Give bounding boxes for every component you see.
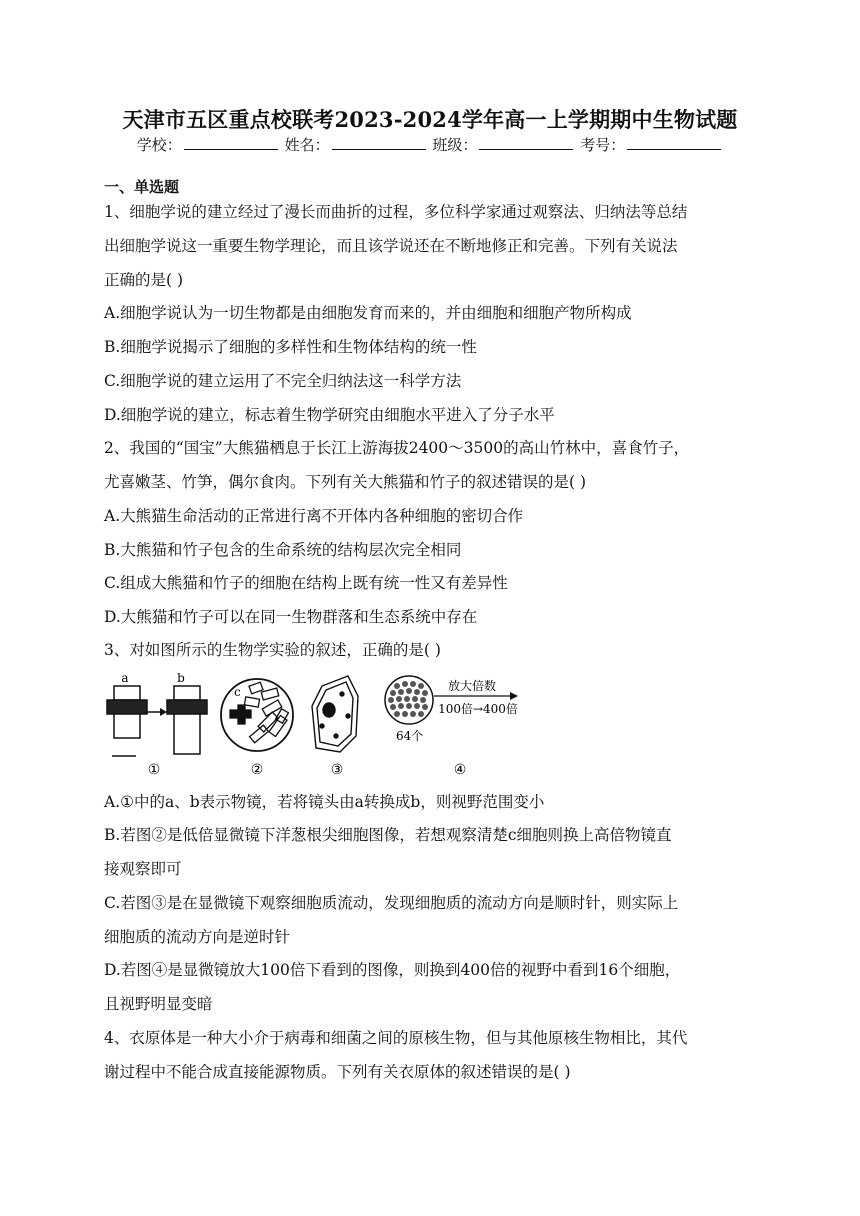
q4-stem-line1: 4、衣原体是一种大小介于病毒和细菌之间的原核生物，但与其他原核生物相比，其代 bbox=[104, 1029, 688, 1047]
q3-figure-svg bbox=[100, 666, 540, 782]
cell-field-drawing bbox=[385, 676, 433, 724]
figure-number-3: ③ bbox=[330, 762, 344, 778]
q1-stem-line3: 正确的是( ) bbox=[104, 271, 184, 289]
lens-b-label: b bbox=[177, 671, 185, 685]
q1-stem-line1: 1、细胞学说的建立经过了漫长而曲折的过程，多位科学家通过观察法、归纳法等总结 bbox=[104, 203, 688, 221]
cell-count-label: 64个 bbox=[396, 729, 424, 743]
exam-no-label: 考号： bbox=[580, 136, 626, 154]
root-tip-cells-drawing bbox=[221, 679, 293, 751]
lens-a-drawing bbox=[107, 686, 147, 756]
q2-option-c: C.组成大熊猫和竹子的细胞在结构上既有统一性又有差异性 bbox=[104, 574, 508, 592]
q3-option-c-line2: 细胞质的流动方向是逆时针 bbox=[104, 928, 291, 946]
q4-stem-line2: 谢过程中不能合成直接能源物质。下列有关衣原体的叙述错误的是( ) bbox=[104, 1063, 571, 1081]
magnify-arrow-icon bbox=[434, 692, 518, 700]
q2-option-a: A.大熊猫生命活动的正常进行离不开体内各种细胞的密切合作 bbox=[104, 507, 524, 525]
q1-option-d: D.细胞学说的建立，标志着生物学研究由细胞水平进入了分子水平 bbox=[104, 406, 555, 424]
student-info-row bbox=[0, 134, 860, 155]
class-blank[interactable] bbox=[479, 135, 573, 150]
q1-option-c: C.细胞学说的建立运用了不完全归纳法这一科学方法 bbox=[104, 372, 462, 390]
q2-stem-line2: 尤喜嫩茎、竹笋，偶尔食肉。下列有关大熊猫和竹子的叙述错误的是( ) bbox=[104, 473, 587, 491]
page-title: 天津市五区重点校联考2023-2024学年高一上学期期中生物试题 bbox=[122, 107, 738, 132]
q2-stem-line1: 2、我国的“国宝”大熊猫栖息于长江上游海拔2400～3500的高山竹林中，喜食竹子， bbox=[104, 439, 690, 457]
magnification-label: 放大倍数 bbox=[447, 679, 497, 693]
q3-stem: 3、对如图所示的生物学实验的叙述，正确的是( ) bbox=[104, 641, 441, 659]
name-blank[interactable] bbox=[332, 135, 426, 150]
q2-option-d: D.大熊猫和竹子可以在同一生物群落和生态系统中存在 bbox=[104, 608, 478, 626]
q3-figure bbox=[100, 666, 540, 782]
school-blank[interactable] bbox=[184, 135, 278, 150]
q3-option-c-line1: C.若图③是在显微镜下观察细胞质流动，发现细胞质的流动方向是顺时针，则实际上 bbox=[104, 894, 679, 912]
lens-a-label: a bbox=[121, 671, 129, 685]
plant-cell-drawing bbox=[312, 676, 358, 752]
q1-stem-line2: 出细胞学说这一重要生物学理论，而且该学说还在不断地修正和完善。下列有关说法 bbox=[104, 237, 678, 255]
exam-no-blank[interactable] bbox=[627, 135, 721, 150]
q3-option-b-line1: B.若图②是低倍显微镜下洋葱根尖细胞图像，若想观察清楚c细胞则换上高倍物镜直 bbox=[104, 826, 672, 844]
q1-option-b: B.细胞学说揭示了细胞的多样性和生物体结构的统一性 bbox=[104, 338, 477, 356]
q3-option-d-line2: 且视野明显变暗 bbox=[104, 995, 213, 1013]
q3-option-b-line2: 接观察即可 bbox=[104, 860, 182, 878]
class-label: 班级： bbox=[432, 136, 478, 154]
cell-c-label: c bbox=[234, 685, 241, 699]
figure-number-2: ② bbox=[250, 762, 264, 778]
school-label: 学校： bbox=[136, 136, 182, 154]
section-heading: 一、单选题 bbox=[104, 178, 180, 196]
magnification-range: 100倍→400倍 bbox=[438, 702, 518, 716]
figure-number-1: ① bbox=[147, 762, 161, 778]
lens-b-drawing bbox=[167, 686, 207, 754]
q3-option-d-line1: D.若图④是显微镜放大100倍下看到的图像，则换到400倍的视野中看到16个细胞， bbox=[104, 961, 681, 979]
name-label: 姓名： bbox=[284, 136, 330, 154]
q3-option-a: A.①中的a、b表示物镜，若将镜头由a转换成b，则视野范围变小 bbox=[104, 793, 545, 811]
q2-option-b: B.大熊猫和竹子包含的生命系统的结构层次完全相同 bbox=[104, 541, 462, 559]
q1-option-a: A.细胞学说认为一切生物都是由细胞发育而来的，并由细胞和细胞产物所构成 bbox=[104, 304, 632, 322]
figure-number-4: ④ bbox=[453, 762, 467, 778]
